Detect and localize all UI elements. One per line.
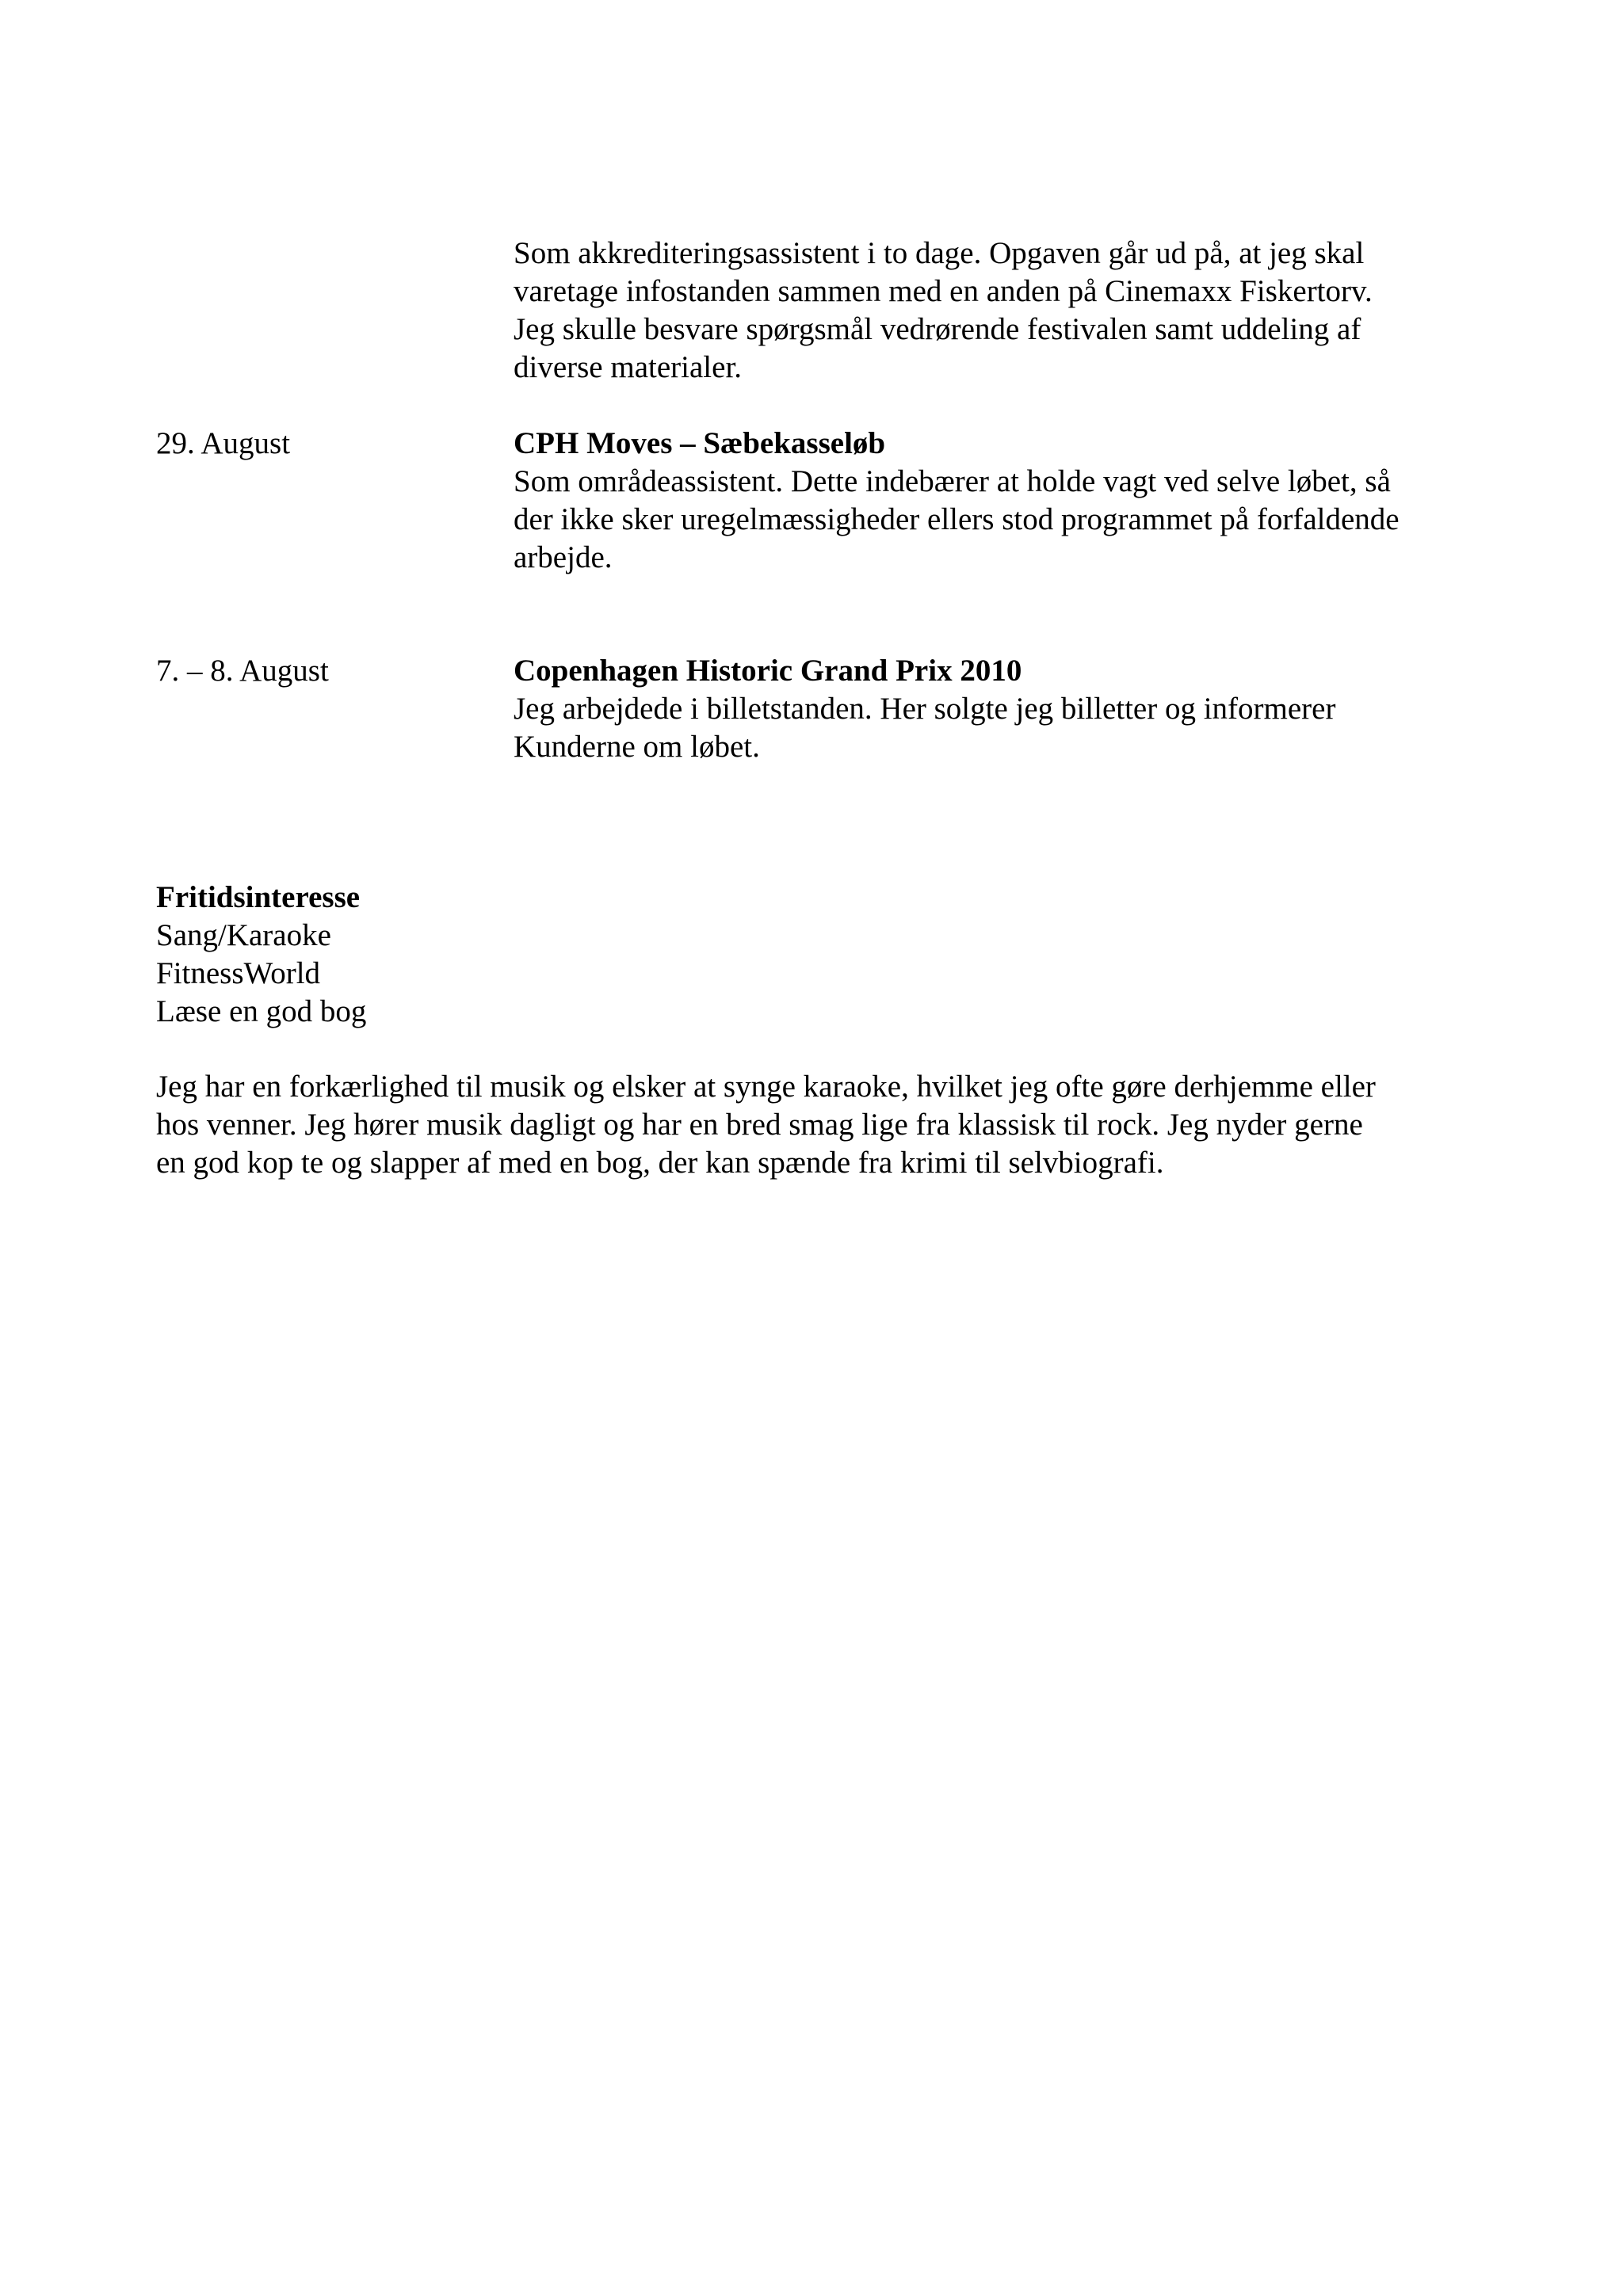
list-item: Læse en god bog <box>156 994 367 1028</box>
paragraph-line: Jeg har en forkærlighed til musik og elsker at synge karaoke, hvilket jeg ofte gøre derhjemme eller <box>156 1070 1376 1104</box>
entry-line: Jeg arbejdede i billetstanden. Her solgte jeg billetter og informerer <box>514 692 1336 726</box>
entry-description <box>514 235 1512 387</box>
entry-line: arbejde. <box>514 540 613 574</box>
entry-description <box>514 425 1512 577</box>
list-item: Sang/Karaoke <box>156 918 331 952</box>
entry-description <box>514 652 1512 766</box>
entry-title: CPH Moves – Sæbekasseløb <box>514 426 886 460</box>
list-item: FitnessWorld <box>156 956 321 990</box>
leisure-paragraph <box>156 1068 1519 1182</box>
entry-line: Jeg skulle besvare spørgsmål vedrørende festivalen samt uddeling af <box>514 312 1361 346</box>
entry-line: Som områdeassistent. Dette indebærer at holde vagt ved selve løbet, så <box>514 464 1391 498</box>
entry-line: Som akkrediteringsassistent i to dage. Opgaven går ud på, at jeg skal <box>514 236 1365 270</box>
entry-line: varetage infostanden sammen med en anden på Cinemaxx Fiskertorv. <box>514 274 1373 308</box>
entry-line: der ikke sker uregelmæssigheder ellers stod programmet på forfaldende <box>514 502 1400 536</box>
entry-date: 29. August <box>156 426 291 460</box>
paragraph-line: hos venner. Jeg hører musik dagligt og har en bred smag lige fra klassisk til rock. Jeg nyder gerne <box>156 1108 1363 1142</box>
entry-title: Copenhagen Historic Grand Prix 2010 <box>514 654 1022 688</box>
entry-date: 7. – 8. August <box>156 654 329 688</box>
entry-line: diverse materialer. <box>514 350 743 384</box>
leisure-section <box>156 879 1519 1031</box>
entry-line: Kunderne om løbet. <box>514 730 760 764</box>
paragraph-line: en god kop te og slapper af med en bog, der kan spænde fra krimi til selvbiografi. <box>156 1146 1164 1180</box>
section-heading: Fritidsinteresse <box>156 880 361 914</box>
